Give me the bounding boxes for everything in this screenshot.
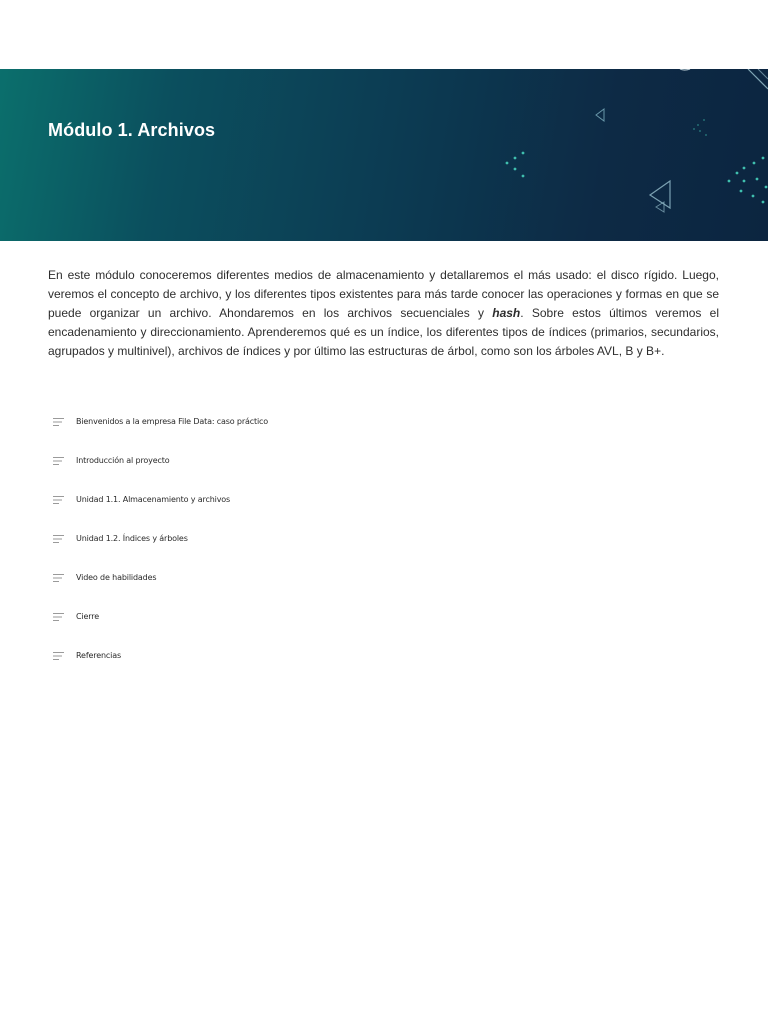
text-lines-icon xyxy=(53,534,65,544)
page-title: Módulo 1. Archivos xyxy=(48,120,216,140)
text-lines-icon xyxy=(53,651,65,661)
list-item-label: Cierre xyxy=(76,612,100,621)
list-item-label: Unidad 1.2. Índices y árboles xyxy=(76,534,188,543)
text-lines-icon xyxy=(53,456,65,466)
list-item-label: Bienvenidos a la empresa File Data: caso práctico xyxy=(76,417,269,426)
list-item-label: Video de habilidades xyxy=(76,573,157,582)
list-item-bienvenidos[interactable] xyxy=(48,402,688,441)
description-emphasis: hash xyxy=(492,306,521,320)
text-lines-icon xyxy=(53,495,65,505)
text-lines-icon xyxy=(53,417,65,427)
list-item-unidad-1-2[interactable] xyxy=(48,519,688,558)
description-text-start: En este módulo conoceremos diferentes medios de almacenamiento y detallaremos el más usado: el disco rígido. Luego, veremos el concepto de archivo, y los diferentes tipos existentes para más tarde conocer las operaciones y formas en que se puede organizar un archivo. Ahondaremos en los archivos secuenciales y xyxy=(48,268,719,320)
list-item-video[interactable] xyxy=(48,558,688,597)
list-item-cierre[interactable] xyxy=(48,597,688,636)
text-lines-icon xyxy=(53,612,65,622)
list-item-unidad-1-1[interactable] xyxy=(48,480,688,519)
module-banner xyxy=(0,69,768,241)
list-item-label: Unidad 1.1. Almacenamiento y archivos xyxy=(76,495,231,504)
list-item-label: Referencias xyxy=(76,651,122,660)
text-lines-icon xyxy=(53,573,65,583)
list-item-introduccion[interactable] xyxy=(48,441,688,480)
module-description xyxy=(48,266,719,361)
list-item-label: Introducción al proyecto xyxy=(76,456,170,465)
description-text-end: . Sobre estos últimos veremos el encadenamiento y direccionamiento. Aprenderemos qué es un índice, los diferentes tipos de índices (primarios, secundarios, agrupados y multinivel), archivos de índices y por último las estructuras de árbol, como son los árboles AVL, B y B+. xyxy=(48,306,719,358)
list-item-referencias[interactable] xyxy=(48,636,688,675)
module-contents-list xyxy=(48,402,688,675)
banner-decoration xyxy=(0,69,768,241)
